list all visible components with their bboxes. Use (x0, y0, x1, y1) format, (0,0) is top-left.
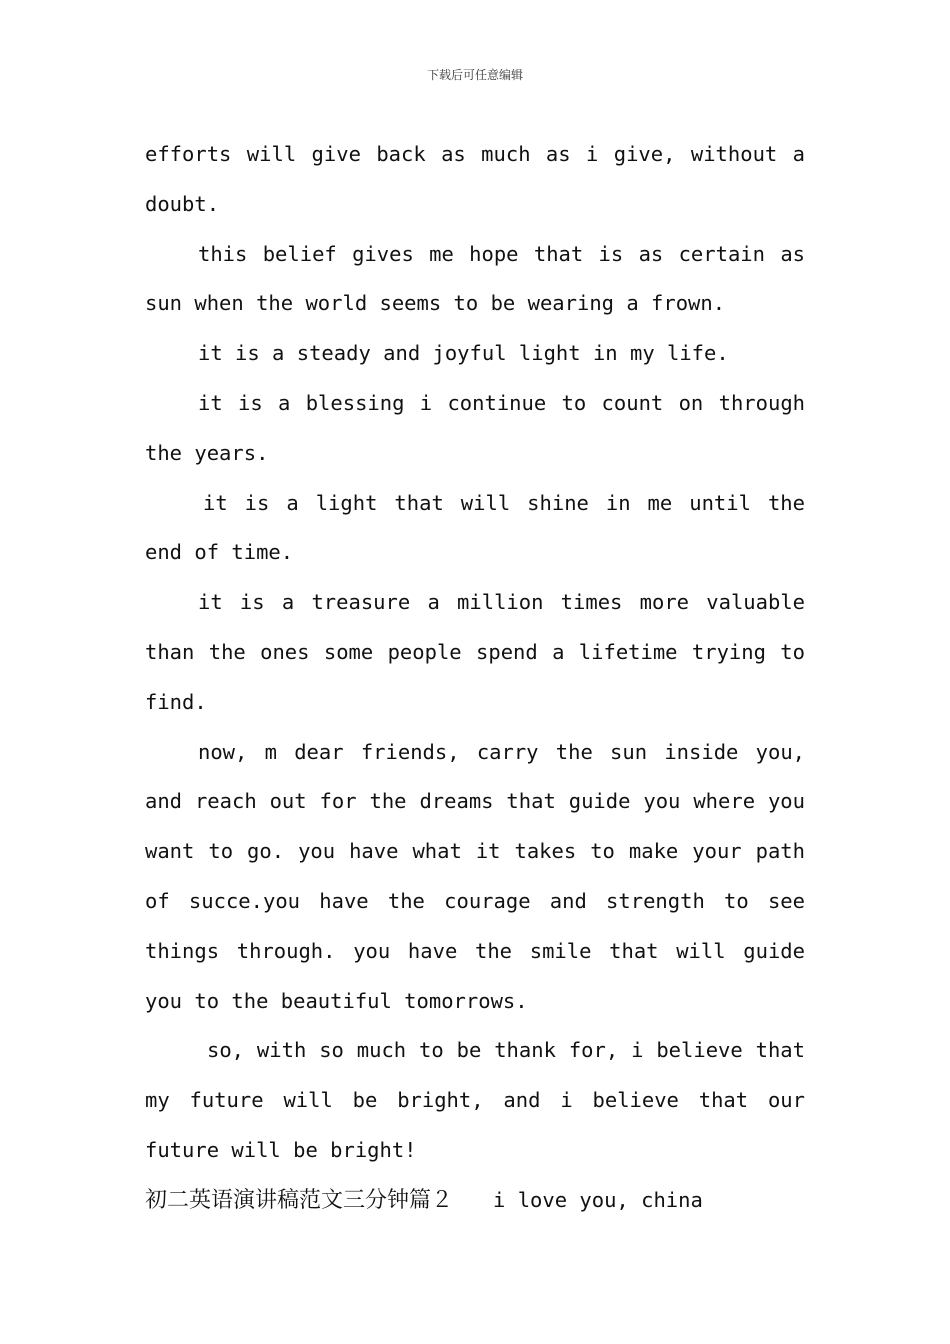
paragraph: efforts will give back as much as i give, without a doubt. (145, 142, 805, 216)
paragraph: it is a steady and joyful light in my life. (198, 341, 729, 366)
paragraph: it is a blessing i continue to count on through the years. (145, 390, 805, 465)
document-body (145, 130, 805, 1226)
paragraph: so, with so much to be thank for, i believe that my future will be bright, and i believe that our future will be bright! (145, 1038, 805, 1162)
section-subtitle: i love you, china (493, 1187, 703, 1212)
section-title: 初二英语演讲稿范文三分钟篇２ (145, 1187, 454, 1213)
paragraph: this belief gives me hope that is as certain as sun when the world seems to be wearing a frown. (145, 241, 805, 316)
paragraph: now, m dear friends, carry the sun inside you, and reach out for the dreams that guide you where you want to go. you have what it takes to make your path of succe.you have the courage and strength to see things through. you have the smile that will guide you to the beautiful tomorrows. (145, 739, 805, 1013)
paragraph: it is a light that will shine in me until the end of time. (145, 490, 805, 565)
section-heading (145, 1176, 805, 1226)
paragraph: it is a treasure a million times more valuable than the ones some people spend a lifetime trying to find. (145, 590, 805, 714)
page-header: 下载后可任意编辑 (426, 68, 523, 82)
